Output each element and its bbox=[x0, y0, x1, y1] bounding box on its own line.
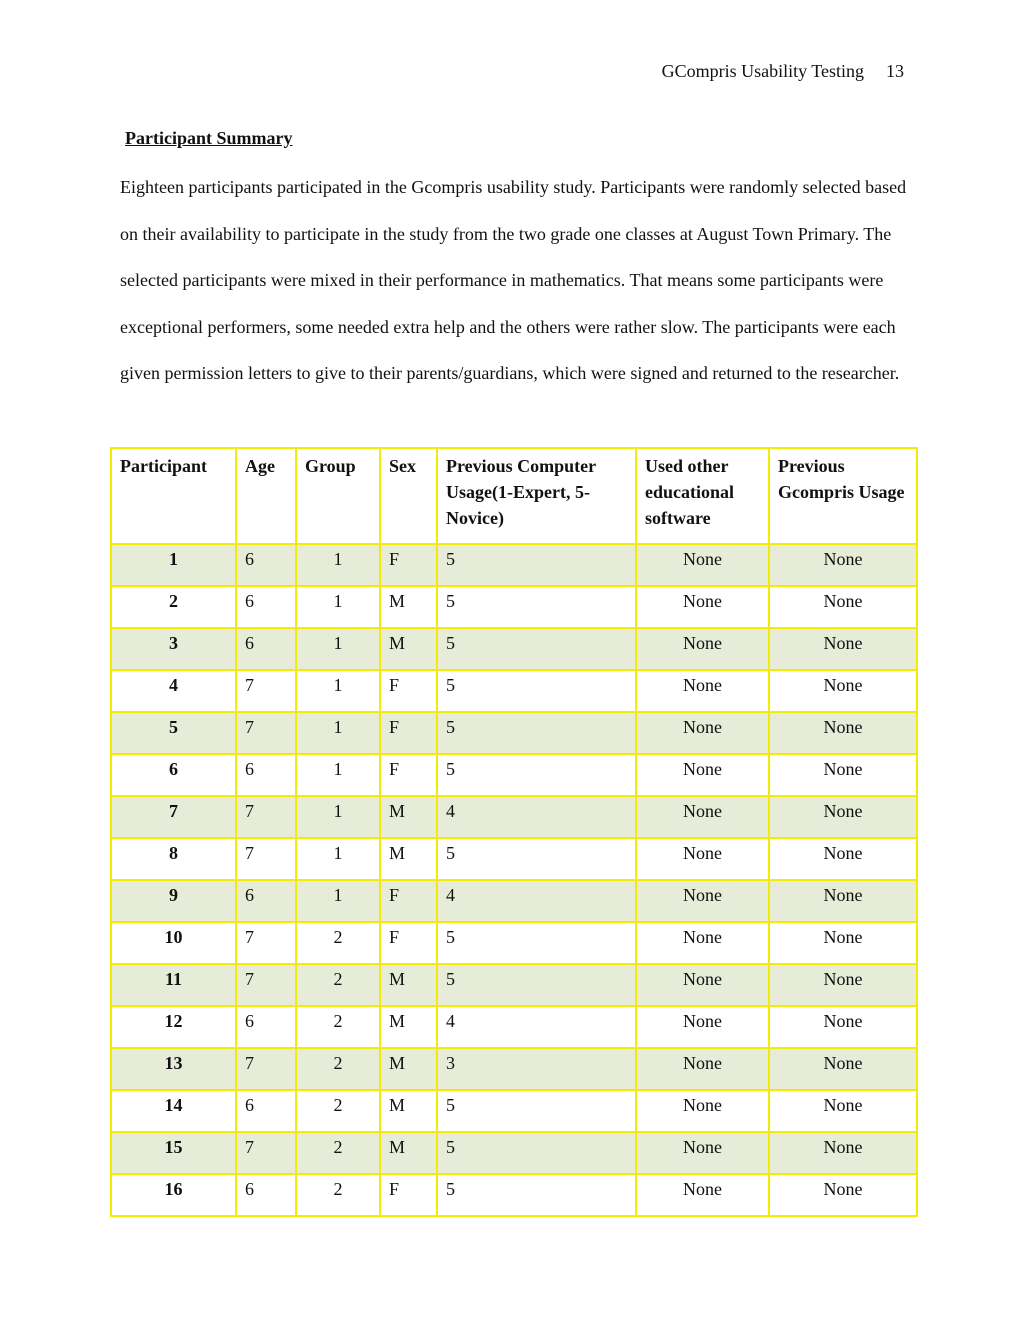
table-header-row bbox=[111, 448, 917, 544]
sex-cell: M bbox=[380, 796, 437, 838]
age-cell: 7 bbox=[236, 796, 296, 838]
used-other-software-cell: None bbox=[636, 964, 769, 1006]
used-other-software-cell: None bbox=[636, 1090, 769, 1132]
participant-cell: 13 bbox=[111, 1048, 236, 1090]
age-cell: 6 bbox=[236, 544, 296, 586]
previous-gcompris-usage-cell: None bbox=[769, 628, 917, 670]
column-header-group: Group bbox=[296, 448, 380, 544]
participant-cell: 15 bbox=[111, 1132, 236, 1174]
participant-cell: 12 bbox=[111, 1006, 236, 1048]
table-row bbox=[111, 922, 917, 964]
column-header-used-other-software: Used other educational software bbox=[636, 448, 769, 544]
participant-table bbox=[110, 447, 918, 1217]
used-other-software-cell: None bbox=[636, 670, 769, 712]
group-cell: 2 bbox=[296, 1132, 380, 1174]
previous-gcompris-usage-cell: None bbox=[769, 754, 917, 796]
previous-computer-usage-cell: 5 bbox=[437, 1090, 636, 1132]
previous-gcompris-usage-cell: None bbox=[769, 544, 917, 586]
age-cell: 6 bbox=[236, 754, 296, 796]
previous-gcompris-usage-cell: None bbox=[769, 712, 917, 754]
previous-computer-usage-cell: 5 bbox=[437, 544, 636, 586]
summary-paragraph: Eighteen participants participated in the Gcompris usability study. Participants were randomly selected based on their availability to participate in the study from the two grade one classes at August Town Primary. The selected participants were mixed in their performance in mathematics. That means some participants were exceptional performers, some needed extra help and the others were rather slow. The participants were each given permission letters to give to their parents/guardians, which were signed and returned to the researcher. bbox=[120, 177, 907, 383]
previous-computer-usage-cell: 5 bbox=[437, 628, 636, 670]
group-cell: 2 bbox=[296, 1048, 380, 1090]
participant-cell: 5 bbox=[111, 712, 236, 754]
sex-cell: F bbox=[380, 922, 437, 964]
participant-cell: 1 bbox=[111, 544, 236, 586]
age-cell: 7 bbox=[236, 712, 296, 754]
column-header-previous-gcompris-usage: Previous Gcompris Usage bbox=[769, 448, 917, 544]
previous-gcompris-usage-cell: None bbox=[769, 796, 917, 838]
table-row bbox=[111, 670, 917, 712]
age-cell: 6 bbox=[236, 628, 296, 670]
group-cell: 1 bbox=[296, 670, 380, 712]
used-other-software-cell: None bbox=[636, 1006, 769, 1048]
table-row bbox=[111, 754, 917, 796]
participant-cell: 6 bbox=[111, 754, 236, 796]
participant-cell: 4 bbox=[111, 670, 236, 712]
participant-cell: 14 bbox=[111, 1090, 236, 1132]
age-cell: 6 bbox=[236, 586, 296, 628]
sex-cell: F bbox=[380, 1174, 437, 1216]
table-row bbox=[111, 796, 917, 838]
table-row bbox=[111, 586, 917, 628]
column-header-sex: Sex bbox=[380, 448, 437, 544]
table-row bbox=[111, 628, 917, 670]
age-cell: 7 bbox=[236, 838, 296, 880]
used-other-software-cell: None bbox=[636, 922, 769, 964]
section-heading: Participant Summary bbox=[125, 128, 293, 148]
running-head-title: GCompris Usability Testing bbox=[661, 61, 864, 81]
group-cell: 2 bbox=[296, 1090, 380, 1132]
group-cell: 1 bbox=[296, 796, 380, 838]
previous-computer-usage-cell: 5 bbox=[437, 964, 636, 1006]
table-row bbox=[111, 544, 917, 586]
page-number: 13 bbox=[886, 61, 904, 81]
sex-cell: M bbox=[380, 1090, 437, 1132]
used-other-software-cell: None bbox=[636, 838, 769, 880]
table-row bbox=[111, 1090, 917, 1132]
sex-cell: F bbox=[380, 754, 437, 796]
sex-cell: F bbox=[380, 880, 437, 922]
sex-cell: M bbox=[380, 1006, 437, 1048]
column-header-previous-computer-usage: Previous Computer Usage(1-Expert, 5-Novice) bbox=[437, 448, 636, 544]
previous-gcompris-usage-cell: None bbox=[769, 1090, 917, 1132]
age-cell: 7 bbox=[236, 1132, 296, 1174]
previous-computer-usage-cell: 4 bbox=[437, 796, 636, 838]
sex-cell: M bbox=[380, 964, 437, 1006]
group-cell: 2 bbox=[296, 1006, 380, 1048]
participant-cell: 7 bbox=[111, 796, 236, 838]
table-row bbox=[111, 712, 917, 754]
previous-gcompris-usage-cell: None bbox=[769, 922, 917, 964]
sex-cell: F bbox=[380, 670, 437, 712]
age-cell: 7 bbox=[236, 922, 296, 964]
column-header-age: Age bbox=[236, 448, 296, 544]
used-other-software-cell: None bbox=[636, 1132, 769, 1174]
used-other-software-cell: None bbox=[636, 1174, 769, 1216]
group-cell: 1 bbox=[296, 544, 380, 586]
used-other-software-cell: None bbox=[636, 1048, 769, 1090]
previous-computer-usage-cell: 4 bbox=[437, 880, 636, 922]
previous-gcompris-usage-cell: None bbox=[769, 880, 917, 922]
table-row bbox=[111, 1006, 917, 1048]
participant-cell: 8 bbox=[111, 838, 236, 880]
sex-cell: M bbox=[380, 838, 437, 880]
previous-computer-usage-cell: 5 bbox=[437, 922, 636, 964]
participant-cell: 2 bbox=[111, 586, 236, 628]
group-cell: 1 bbox=[296, 712, 380, 754]
used-other-software-cell: None bbox=[636, 544, 769, 586]
table-row bbox=[111, 1048, 917, 1090]
previous-gcompris-usage-cell: None bbox=[769, 670, 917, 712]
participant-cell: 16 bbox=[111, 1174, 236, 1216]
sex-cell: F bbox=[380, 712, 437, 754]
table-row bbox=[111, 1174, 917, 1216]
age-cell: 6 bbox=[236, 1006, 296, 1048]
previous-computer-usage-cell: 5 bbox=[437, 1174, 636, 1216]
group-cell: 1 bbox=[296, 586, 380, 628]
previous-computer-usage-cell: 4 bbox=[437, 1006, 636, 1048]
sex-cell: M bbox=[380, 628, 437, 670]
table-row bbox=[111, 880, 917, 922]
previous-computer-usage-cell: 5 bbox=[437, 754, 636, 796]
sex-cell: F bbox=[380, 544, 437, 586]
sex-cell: M bbox=[380, 1048, 437, 1090]
age-cell: 7 bbox=[236, 964, 296, 1006]
column-header-participant: Participant bbox=[111, 448, 236, 544]
group-cell: 1 bbox=[296, 754, 380, 796]
running-head bbox=[662, 61, 904, 82]
used-other-software-cell: None bbox=[636, 712, 769, 754]
age-cell: 7 bbox=[236, 1048, 296, 1090]
sex-cell: M bbox=[380, 1132, 437, 1174]
previous-gcompris-usage-cell: None bbox=[769, 586, 917, 628]
table-row bbox=[111, 964, 917, 1006]
previous-computer-usage-cell: 5 bbox=[437, 670, 636, 712]
participant-cell: 3 bbox=[111, 628, 236, 670]
group-cell: 1 bbox=[296, 838, 380, 880]
group-cell: 1 bbox=[296, 628, 380, 670]
participant-cell: 9 bbox=[111, 880, 236, 922]
age-cell: 6 bbox=[236, 1174, 296, 1216]
previous-gcompris-usage-cell: None bbox=[769, 1006, 917, 1048]
table-row bbox=[111, 838, 917, 880]
age-cell: 7 bbox=[236, 670, 296, 712]
age-cell: 6 bbox=[236, 880, 296, 922]
previous-computer-usage-cell: 3 bbox=[437, 1048, 636, 1090]
previous-gcompris-usage-cell: None bbox=[769, 1174, 917, 1216]
group-cell: 2 bbox=[296, 922, 380, 964]
used-other-software-cell: None bbox=[636, 796, 769, 838]
used-other-software-cell: None bbox=[636, 586, 769, 628]
participant-cell: 11 bbox=[111, 964, 236, 1006]
previous-gcompris-usage-cell: None bbox=[769, 964, 917, 1006]
used-other-software-cell: None bbox=[636, 628, 769, 670]
used-other-software-cell: None bbox=[636, 754, 769, 796]
previous-gcompris-usage-cell: None bbox=[769, 838, 917, 880]
previous-computer-usage-cell: 5 bbox=[437, 712, 636, 754]
table-body bbox=[111, 544, 917, 1216]
previous-computer-usage-cell: 5 bbox=[437, 1132, 636, 1174]
age-cell: 6 bbox=[236, 1090, 296, 1132]
group-cell: 2 bbox=[296, 964, 380, 1006]
previous-computer-usage-cell: 5 bbox=[437, 838, 636, 880]
used-other-software-cell: None bbox=[636, 880, 769, 922]
sex-cell: M bbox=[380, 586, 437, 628]
table-row bbox=[111, 1132, 917, 1174]
previous-gcompris-usage-cell: None bbox=[769, 1048, 917, 1090]
group-cell: 2 bbox=[296, 1174, 380, 1216]
previous-computer-usage-cell: 5 bbox=[437, 586, 636, 628]
previous-gcompris-usage-cell: None bbox=[769, 1132, 917, 1174]
group-cell: 1 bbox=[296, 880, 380, 922]
participant-cell: 10 bbox=[111, 922, 236, 964]
